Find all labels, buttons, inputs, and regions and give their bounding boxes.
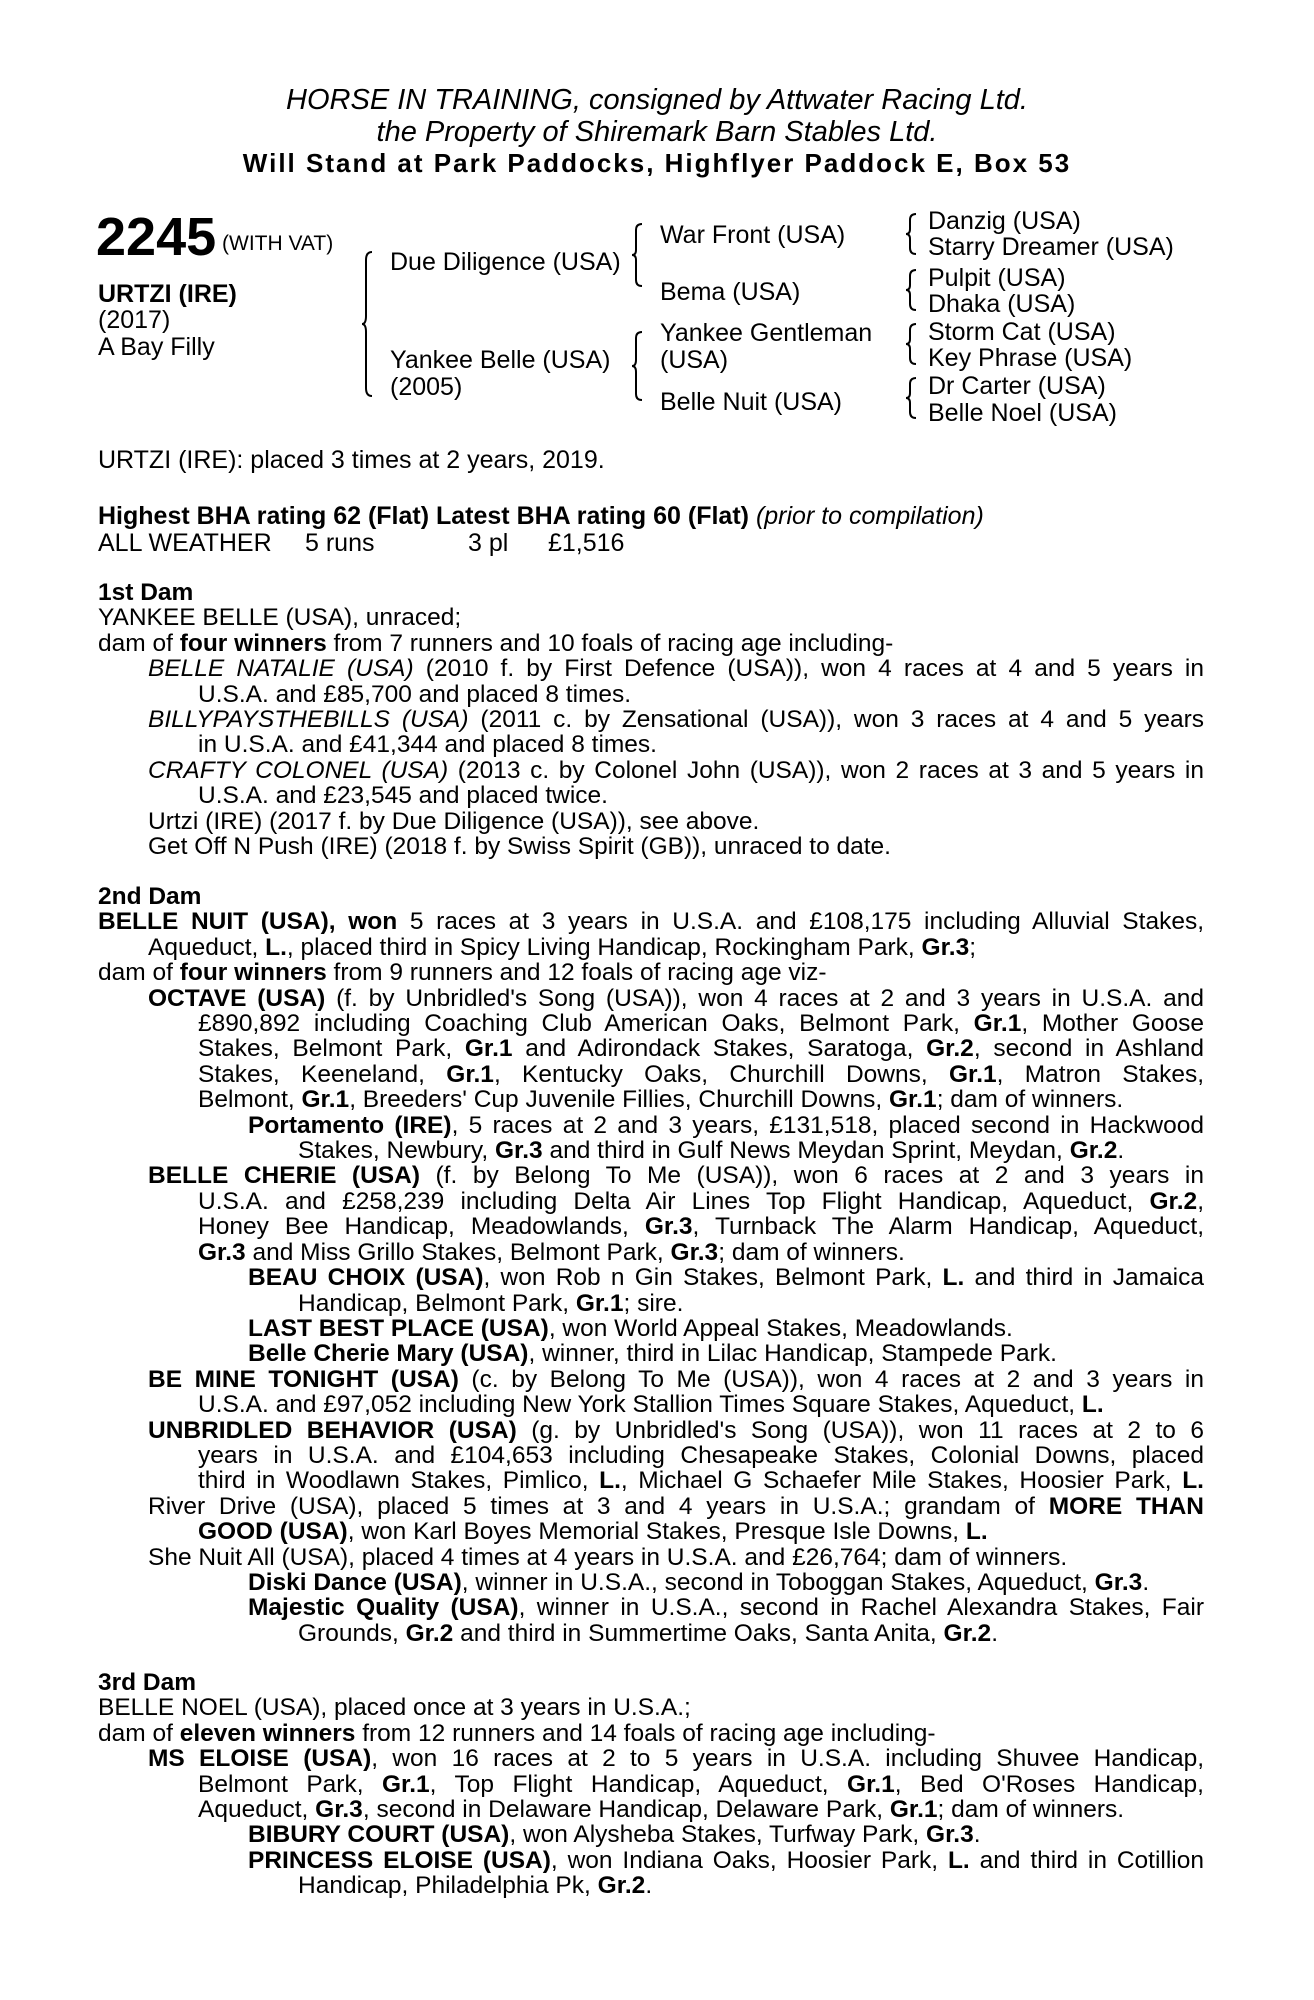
text: , winner, third in Lilac Handicap, Stampede Park. xyxy=(528,1340,1057,1368)
text: Handicap, Belmont Park, xyxy=(298,1289,576,1317)
produce-entry-cont xyxy=(98,1291,1204,1316)
grade: Gr.3 xyxy=(315,1796,363,1824)
text: ; dam of winners. xyxy=(937,1796,1125,1824)
horse-name: Diski Dance (USA) xyxy=(248,1568,462,1596)
text: (f. by Unbridled's Song (USA)), won 4 races at 2 and 3 years in U.S.A. and xyxy=(325,984,1204,1012)
produce-entry xyxy=(98,656,1204,681)
grade: Gr.1 xyxy=(381,1770,430,1798)
pedigree-bracket-sd xyxy=(906,268,920,312)
second-dam-produce-line xyxy=(98,960,1204,985)
horse-name: MS ELOISE (USA) xyxy=(148,1745,372,1773)
text: , placed third in Spicy Living Handicap, Rockingham Park, xyxy=(286,933,922,961)
grade: Gr.3 xyxy=(644,1213,693,1241)
grade: L. xyxy=(599,1467,621,1495)
grade: L. xyxy=(965,1518,988,1546)
produce-entry xyxy=(98,1746,1204,1771)
text: dam of xyxy=(98,959,180,987)
text: 5 races at 3 years in U.S.A. and £108,175 including Alluvial Stakes, xyxy=(397,908,1205,936)
produce-entry xyxy=(98,1341,1204,1366)
text: , Top Flight Handicap, Aqueduct, xyxy=(429,1770,848,1798)
horse-name: Portamento (IRE) xyxy=(248,1111,452,1139)
produce-entry-cont: U.S.A. and £85,700 and placed 8 times. xyxy=(198,680,632,708)
produce-entry-cont xyxy=(98,1772,1204,1797)
produce-entry-cont xyxy=(98,1087,1204,1112)
text: (2010 f. by First Defence (USA)), won 4 races at 4 and 5 years in xyxy=(413,655,1205,683)
vat-label: (WITH VAT) xyxy=(222,232,334,255)
produce-entry xyxy=(98,1570,1204,1595)
grade: Gr.3 xyxy=(494,1137,543,1165)
text: and third in Cotillion xyxy=(969,1846,1204,1874)
pedigree-ddd: Belle Noel (USA) xyxy=(928,399,1117,427)
grade: Gr.2 xyxy=(943,1619,992,1647)
pedigree-sire: Due Diligence (USA) xyxy=(390,248,621,276)
horse-name: BILLYPAYSTHEBILLS (USA) xyxy=(148,706,469,734)
text: , xyxy=(1197,1187,1204,1215)
horse-name: URTZI (IRE) xyxy=(98,280,237,308)
horse-name: BIBURY COURT (USA) xyxy=(248,1821,510,1849)
winners-count: four winners xyxy=(179,959,327,987)
text: Stakes, Belmont Park, xyxy=(198,1035,465,1063)
pedigree-ss: War Front (USA) xyxy=(660,221,846,249)
pedigree-sds: Pulpit (USA) xyxy=(928,264,1066,292)
produce-entry-cont: years in U.S.A. and £104,653 including Chesapeake Stakes, Colonial Downs, placed xyxy=(198,1441,1204,1469)
text: ; dam of winners. xyxy=(936,1086,1124,1114)
grade: Gr.2 xyxy=(1149,1187,1198,1215)
text: , Mother Goose xyxy=(1021,1010,1205,1038)
text: third in Woodlawn Stakes, Pimlico, xyxy=(198,1467,600,1495)
text: U.S.A. and £258,239 including Delta Air Lines Top Flight Handicap, Aqueduct, xyxy=(198,1187,1150,1215)
produce-entry xyxy=(98,1595,1204,1620)
text: , Matron Stakes, xyxy=(996,1060,1204,1088)
produce-entry: Get Off N Push (IRE) (2018 f. by Swiss Spirit (GB)), unraced to date. xyxy=(148,833,891,861)
pedigree-ssd: Starry Dreamer (USA) xyxy=(928,233,1174,261)
produce-entry xyxy=(98,758,1204,783)
grade: Gr.1 xyxy=(889,1086,937,1114)
text: . xyxy=(1117,1137,1125,1165)
grade: Gr.3 xyxy=(198,1238,246,1266)
pedigree-bracket-ss xyxy=(906,212,920,256)
text: Belmont Park, xyxy=(198,1770,382,1798)
consignor-line: HORSE IN TRAINING, consigned by Attwater Racing Ltd. xyxy=(286,84,1028,116)
text: ; sire. xyxy=(623,1289,684,1317)
horse-name: PRINCESS ELOISE (USA) xyxy=(248,1846,551,1874)
first-dam-produce-line xyxy=(98,631,1204,656)
text: (f. by Belong To Me (USA)), won 6 races at 2 and 3 years in xyxy=(419,1162,1204,1190)
grade: Gr.1 xyxy=(948,1060,997,1088)
produce-entry-cont xyxy=(98,1214,1204,1239)
horse-name: BEAU CHOIX (USA) xyxy=(248,1264,484,1292)
text: , 5 races at 2 and 3 years, £131,518, placed second in Hackwood xyxy=(451,1111,1204,1139)
pedigree-dss: Storm Cat (USA) xyxy=(928,318,1116,346)
horse-name: UNBRIDLED BEHAVIOR (USA) xyxy=(148,1416,517,1444)
horse-year: (2017) xyxy=(98,306,171,334)
second-dam-line xyxy=(98,909,1204,934)
produce-entry-cont xyxy=(98,1468,1204,1493)
produce-entry xyxy=(98,1822,1204,1847)
text: Aqueduct, xyxy=(198,1796,316,1824)
text: ; xyxy=(969,933,977,961)
text: . xyxy=(645,1872,653,1900)
text: Honey Bee Handicap, Meadowlands, xyxy=(198,1213,645,1241)
rating-line xyxy=(98,502,984,531)
grade: Gr.1 xyxy=(446,1060,494,1088)
produce-entry-cont xyxy=(98,1392,1204,1417)
text: ; dam of winners. xyxy=(718,1238,905,1266)
produce-entry xyxy=(98,1113,1204,1138)
pedigree-ds-cont: (USA) xyxy=(660,346,729,374)
text: dam of xyxy=(98,629,180,657)
text: Belmont, xyxy=(198,1086,302,1114)
text: Handicap, Philadelphia Pk, xyxy=(298,1872,598,1900)
grade: Gr.1 xyxy=(973,1010,1022,1038)
dam-name: BELLE NUIT (USA), won xyxy=(98,908,398,936)
produce-entry-cont xyxy=(98,1873,1204,1898)
produce-entry xyxy=(98,1265,1204,1290)
text: , won World Appeal Stakes, Meadowlands. xyxy=(548,1314,1013,1342)
produce-entry-cont: in U.S.A. and £41,344 and placed 8 times. xyxy=(198,731,657,759)
winners-count: four winners xyxy=(179,629,327,657)
text: , second in Ashland xyxy=(973,1035,1204,1063)
text: , Michael G Schaefer Mile Stakes, Hoosier Park, xyxy=(620,1467,1183,1495)
text: , won Indiana Oaks, Hoosier Park, xyxy=(550,1846,948,1874)
text: £890,892 including Coaching Club American Oaks, Belmont Park, xyxy=(198,1010,974,1038)
text: , won Alysheba Stakes, Turfway Park, xyxy=(509,1821,927,1849)
produce-entry xyxy=(98,1367,1204,1392)
horse-name: Belle Cherie Mary (USA) xyxy=(248,1340,529,1368)
produce-entry-cont xyxy=(98,1189,1204,1214)
produce-entry xyxy=(98,1848,1204,1873)
produce-entry-cont xyxy=(98,1240,1204,1265)
aw-runs: 5 runs xyxy=(305,529,375,557)
text: from 7 runners and 10 foals of racing age including- xyxy=(326,629,894,657)
text: and Miss Grillo Stakes, Belmont Park, xyxy=(245,1238,671,1266)
second-dam-heading: 2nd Dam xyxy=(98,883,202,910)
horse-name: CRAFTY COLONEL (USA) xyxy=(148,756,449,784)
produce-entry-cont xyxy=(98,1138,1204,1163)
grade: Gr.1 xyxy=(847,1770,895,1798)
produce-entry-cont xyxy=(98,1036,1204,1061)
lot-number: 2245 xyxy=(96,207,217,267)
produce-entry: Urtzi (IRE) (2017 f. by Due Diligence (USA)), see above. xyxy=(148,807,760,835)
horse-name: LAST BEST PLACE (USA) xyxy=(248,1314,549,1342)
horse-name: BE MINE TONIGHT (USA) xyxy=(148,1365,459,1393)
first-dam-line: YANKEE BELLE (USA), unraced; xyxy=(98,604,462,632)
text: Stakes, Newbury, xyxy=(298,1137,495,1165)
grade: Gr.1 xyxy=(575,1289,624,1317)
grade: Gr.1 xyxy=(301,1086,350,1114)
text: , winner in U.S.A., second in Rachel Alexandra Stakes, Fair xyxy=(518,1594,1205,1622)
produce-entry-cont xyxy=(98,1797,1204,1822)
produce-entry-cont xyxy=(98,1621,1204,1646)
pedigree-dsd: Key Phrase (USA) xyxy=(928,344,1133,372)
pedigree-bracket-ds xyxy=(906,322,920,366)
text: Stakes, Keeneland, xyxy=(198,1060,447,1088)
text: River Drive (USA), placed 5 times at 3 and 4 years in U.S.A.; grandam of xyxy=(148,1492,1049,1520)
horse-name: BELLE CHERIE (USA) xyxy=(148,1162,420,1190)
pedigree-sss: Danzig (USA) xyxy=(928,207,1081,235)
rating-values: Highest BHA rating 62 (Flat) Latest BHA rating 60 (Flat) xyxy=(98,502,749,530)
pedigree-ds: Yankee Gentleman xyxy=(660,319,873,347)
produce-entry xyxy=(98,707,1204,732)
text: and third in Summertime Oaks, Santa Anita, xyxy=(453,1619,944,1647)
pedigree-dam: Yankee Belle (USA) xyxy=(390,346,611,374)
text: , second in Delaware Handicap, Delaware Park, xyxy=(362,1796,890,1824)
text: dam of xyxy=(98,1719,180,1747)
produce-entry xyxy=(98,1316,1204,1341)
grade: Gr.2 xyxy=(926,1035,974,1063)
second-dam-line-cont xyxy=(98,935,1204,960)
text: Aqueduct, xyxy=(148,933,266,961)
race-summary: URTZI (IRE): placed 3 times at 2 years, 2019. xyxy=(98,446,605,474)
horse-name: OCTAVE (USA) xyxy=(148,984,326,1012)
text: , Kentucky Oaks, Churchill Downs, xyxy=(493,1060,949,1088)
text: (g. by Unbridled's Song (USA)), won 11 races at 2 to 6 xyxy=(516,1416,1204,1444)
text: , Bed O'Roses Handicap, xyxy=(894,1770,1204,1798)
text: , won 16 races at 2 to 5 years in U.S.A. including Shuvee Handicap, xyxy=(371,1745,1205,1773)
pedigree-bracket-sire xyxy=(632,222,648,288)
pedigree-sd: Bema (USA) xyxy=(660,278,801,306)
text: U.S.A. and £97,052 including New York Stallion Times Square Stakes, Aqueduct, xyxy=(198,1391,1082,1419)
grade: L. xyxy=(947,1846,970,1874)
text: from 9 runners and 12 foals of racing age viz- xyxy=(326,959,827,987)
pedigree-bracket-dd xyxy=(906,376,920,420)
text: , won Karl Boyes Memorial Stakes, Presque Isle Downs, xyxy=(347,1518,966,1546)
text: , won Rob n Gin Stakes, Belmont Park, xyxy=(483,1264,943,1292)
horse-name: MORE THAN xyxy=(1048,1492,1204,1520)
aw-prize: £1,516 xyxy=(548,529,625,557)
horse-name: GOOD (USA) xyxy=(198,1518,348,1546)
produce-entry xyxy=(98,986,1204,1011)
horse-name: Majestic Quality (USA) xyxy=(248,1594,519,1622)
text: and third in Jamaica xyxy=(964,1264,1204,1292)
text: and third in Gulf News Meydan Sprint, Meydan, xyxy=(542,1137,1070,1165)
text: from 12 runners and 14 foals of racing age including- xyxy=(355,1719,936,1747)
grade: Gr.2 xyxy=(405,1619,454,1647)
third-dam-line: BELLE NOEL (USA), placed once at 3 years in U.S.A.; xyxy=(98,1694,691,1722)
third-dam-section xyxy=(98,1670,1204,1899)
text: , Breeders' Cup Juvenile Fillies, Churchill Downs, xyxy=(349,1086,889,1114)
text: , winner in U.S.A., second in Toboggan Stakes, Aqueduct, xyxy=(461,1568,1095,1596)
aw-placed: 3 pl xyxy=(468,529,509,557)
produce-entry-cont xyxy=(98,1011,1204,1036)
produce-entry-cont: U.S.A. and £23,545 and placed twice. xyxy=(198,782,608,810)
grade: L. xyxy=(942,1264,965,1292)
pedigree-bracket-main xyxy=(362,250,378,398)
grade: Gr.3 xyxy=(1094,1568,1143,1596)
text: . xyxy=(1142,1568,1150,1596)
grade: L. xyxy=(265,933,287,961)
second-dam-section xyxy=(98,884,1204,1646)
horse-description: A Bay Filly xyxy=(98,333,215,361)
grade: Gr.1 xyxy=(464,1035,513,1063)
text: . xyxy=(973,1821,981,1849)
text: , Turnback The Alarm Handicap, Aqueduct, xyxy=(692,1213,1204,1241)
pedigree-dds: Dr Carter (USA) xyxy=(928,372,1106,400)
produce-entry: She Nuit All (USA), placed 4 times at 4 years in U.S.A. and £26,764; dam of winners. xyxy=(148,1543,1068,1571)
pedigree-sdd: Dhaka (USA) xyxy=(928,290,1076,318)
text: and Adirondack Stakes, Saratoga, xyxy=(512,1035,927,1063)
grade: L. xyxy=(1081,1391,1104,1419)
aw-label: ALL WEATHER xyxy=(98,529,272,557)
rating-note: (prior to compilation) xyxy=(755,502,984,530)
grade: Gr.2 xyxy=(1069,1137,1118,1165)
third-dam-heading: 3rd Dam xyxy=(98,1669,197,1696)
grade: Gr.2 xyxy=(597,1872,646,1900)
produce-entry-cont xyxy=(98,1062,1204,1087)
produce-entry-cont xyxy=(98,1519,1204,1544)
pedigree-dam-year: (2005) xyxy=(390,373,463,401)
horse-name: BELLE NATALIE (USA) xyxy=(148,655,414,683)
grade: Gr.3 xyxy=(926,1821,974,1849)
text: (2011 c. by Zensational (USA)), won 3 races at 4 and 5 years xyxy=(468,706,1204,734)
third-dam-produce-line xyxy=(98,1721,1204,1746)
produce-entry xyxy=(98,1494,1204,1519)
pedigree-bracket-dam xyxy=(632,330,648,402)
produce-entry xyxy=(98,1163,1204,1188)
grade: Gr.3 xyxy=(921,933,970,961)
owner-line: the Property of Shiremark Barn Stables Ltd. xyxy=(376,116,938,148)
pedigree-dd: Belle Nuit (USA) xyxy=(660,388,842,416)
first-dam-heading: 1st Dam xyxy=(98,579,194,606)
grade: Gr.3 xyxy=(670,1238,719,1266)
text: (2013 c. by Colonel John (USA)), won 2 races at 3 and 5 years in xyxy=(448,756,1204,784)
location-line: Will Stand at Park Paddocks, Highflyer Paddock E, Box 53 xyxy=(242,148,1072,178)
produce-entry xyxy=(98,1418,1204,1443)
text: (c. by Belong To Me (USA)), won 4 races at 2 and 3 years in xyxy=(458,1365,1204,1393)
text: Grounds, xyxy=(298,1619,406,1647)
winners-count: eleven winners xyxy=(179,1719,356,1747)
first-dam-section xyxy=(98,580,1204,859)
grade: Gr.1 xyxy=(889,1796,938,1824)
grade: L. xyxy=(1182,1467,1204,1495)
text: . xyxy=(991,1619,999,1647)
